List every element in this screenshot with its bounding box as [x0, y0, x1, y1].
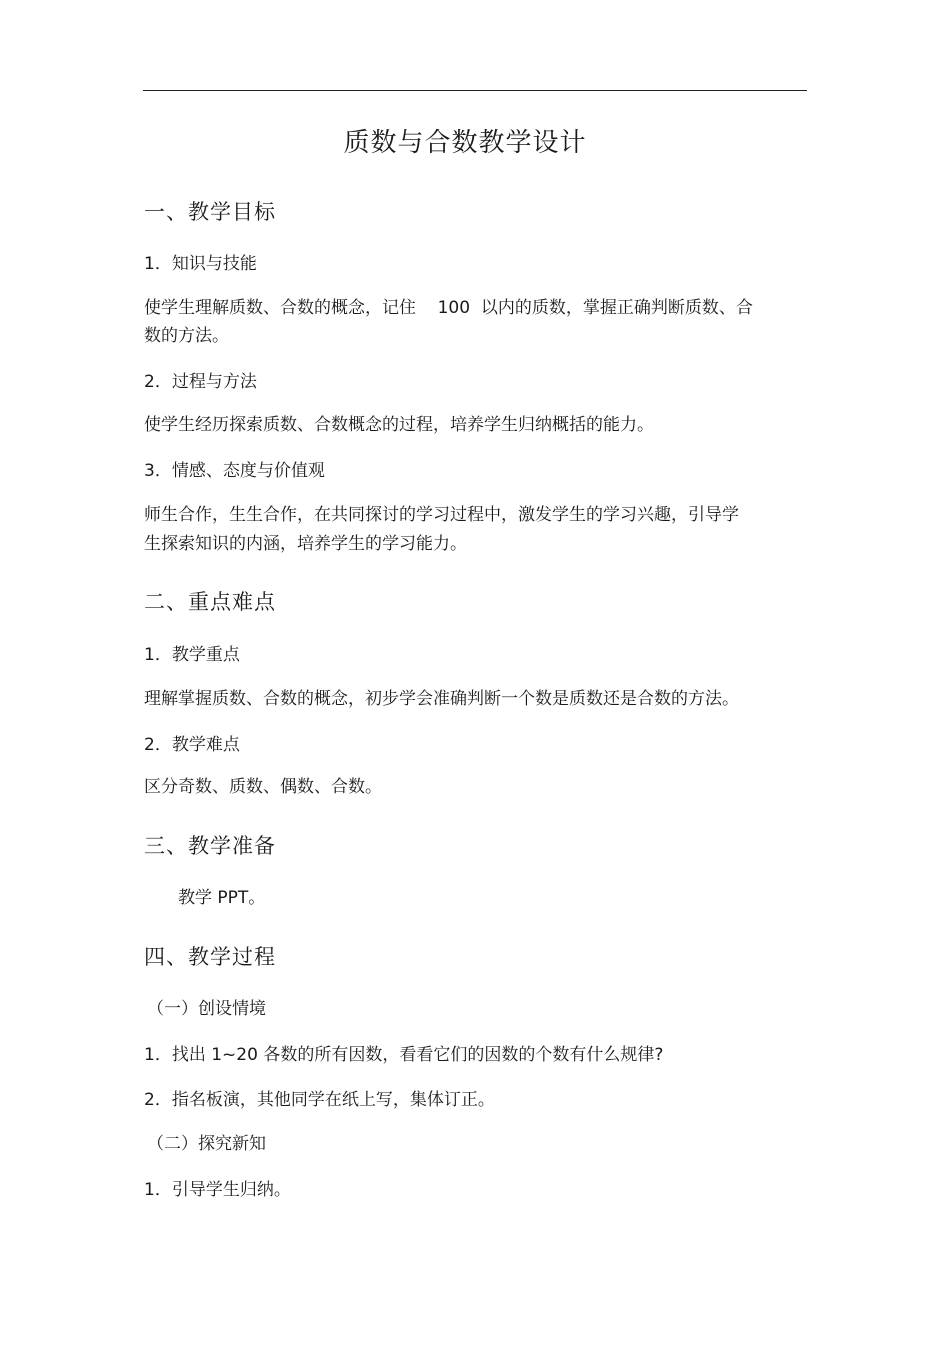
key-point-label: 1．教学重点: [144, 645, 240, 665]
objective-2-label: 2．过程与方法: [144, 372, 257, 392]
process-part-2-item-1: 1．引导学生归纳。: [144, 1180, 291, 1200]
objective-2-text: 使学生经历探索质数、合数概念的过程，培养学生归纳概括的能力。: [144, 415, 654, 435]
section-heading-objectives: 一、教学目标: [144, 200, 276, 224]
header-rule: [143, 90, 807, 91]
objective-3-text-line2: 生探索知识的内涵，培养学生的学习能力。: [144, 534, 467, 554]
section-heading-preparation: 三、教学准备: [144, 834, 276, 858]
process-part-1-item-2: 2．指名板演，其他同学在纸上写，集体订正。: [144, 1090, 495, 1110]
difficulty-text: 区分奇数、质数、偶数、合数。: [144, 777, 382, 797]
objective-3-text-line1: 师生合作，生生合作，在共同探讨的学习过程中，激发学生的学习兴趣，引导学: [144, 505, 739, 525]
objective-3-label: 3．情感、态度与价值观: [144, 461, 325, 481]
section-heading-process: 四、教学过程: [144, 945, 276, 969]
objective-1-label: 1．知识与技能: [144, 254, 257, 274]
key-point-text: 理解掌握质数、合数的概念，初步学会准确判断一个数是质数还是合数的方法。: [144, 689, 739, 709]
process-part-1-item-1: 1．找出 1~20 各数的所有因数，看看它们的因数的个数有什么规律?: [144, 1045, 664, 1065]
process-part-2-label: （二）探究新知: [147, 1134, 266, 1154]
preparation-text: 教学 PPT。: [178, 888, 266, 908]
objective-1-text-line1: 使学生理解质数、合数的概念，记住 100 以内的质数，掌握正确判断质数、合: [144, 298, 753, 318]
objective-1-text-line2: 数的方法。: [144, 326, 229, 346]
difficulty-label: 2．教学难点: [144, 735, 240, 755]
page-title: 质数与合数教学设计: [343, 128, 587, 158]
section-heading-key-points: 二、重点难点: [144, 590, 276, 614]
process-part-1-label: （一）创设情境: [147, 999, 266, 1019]
